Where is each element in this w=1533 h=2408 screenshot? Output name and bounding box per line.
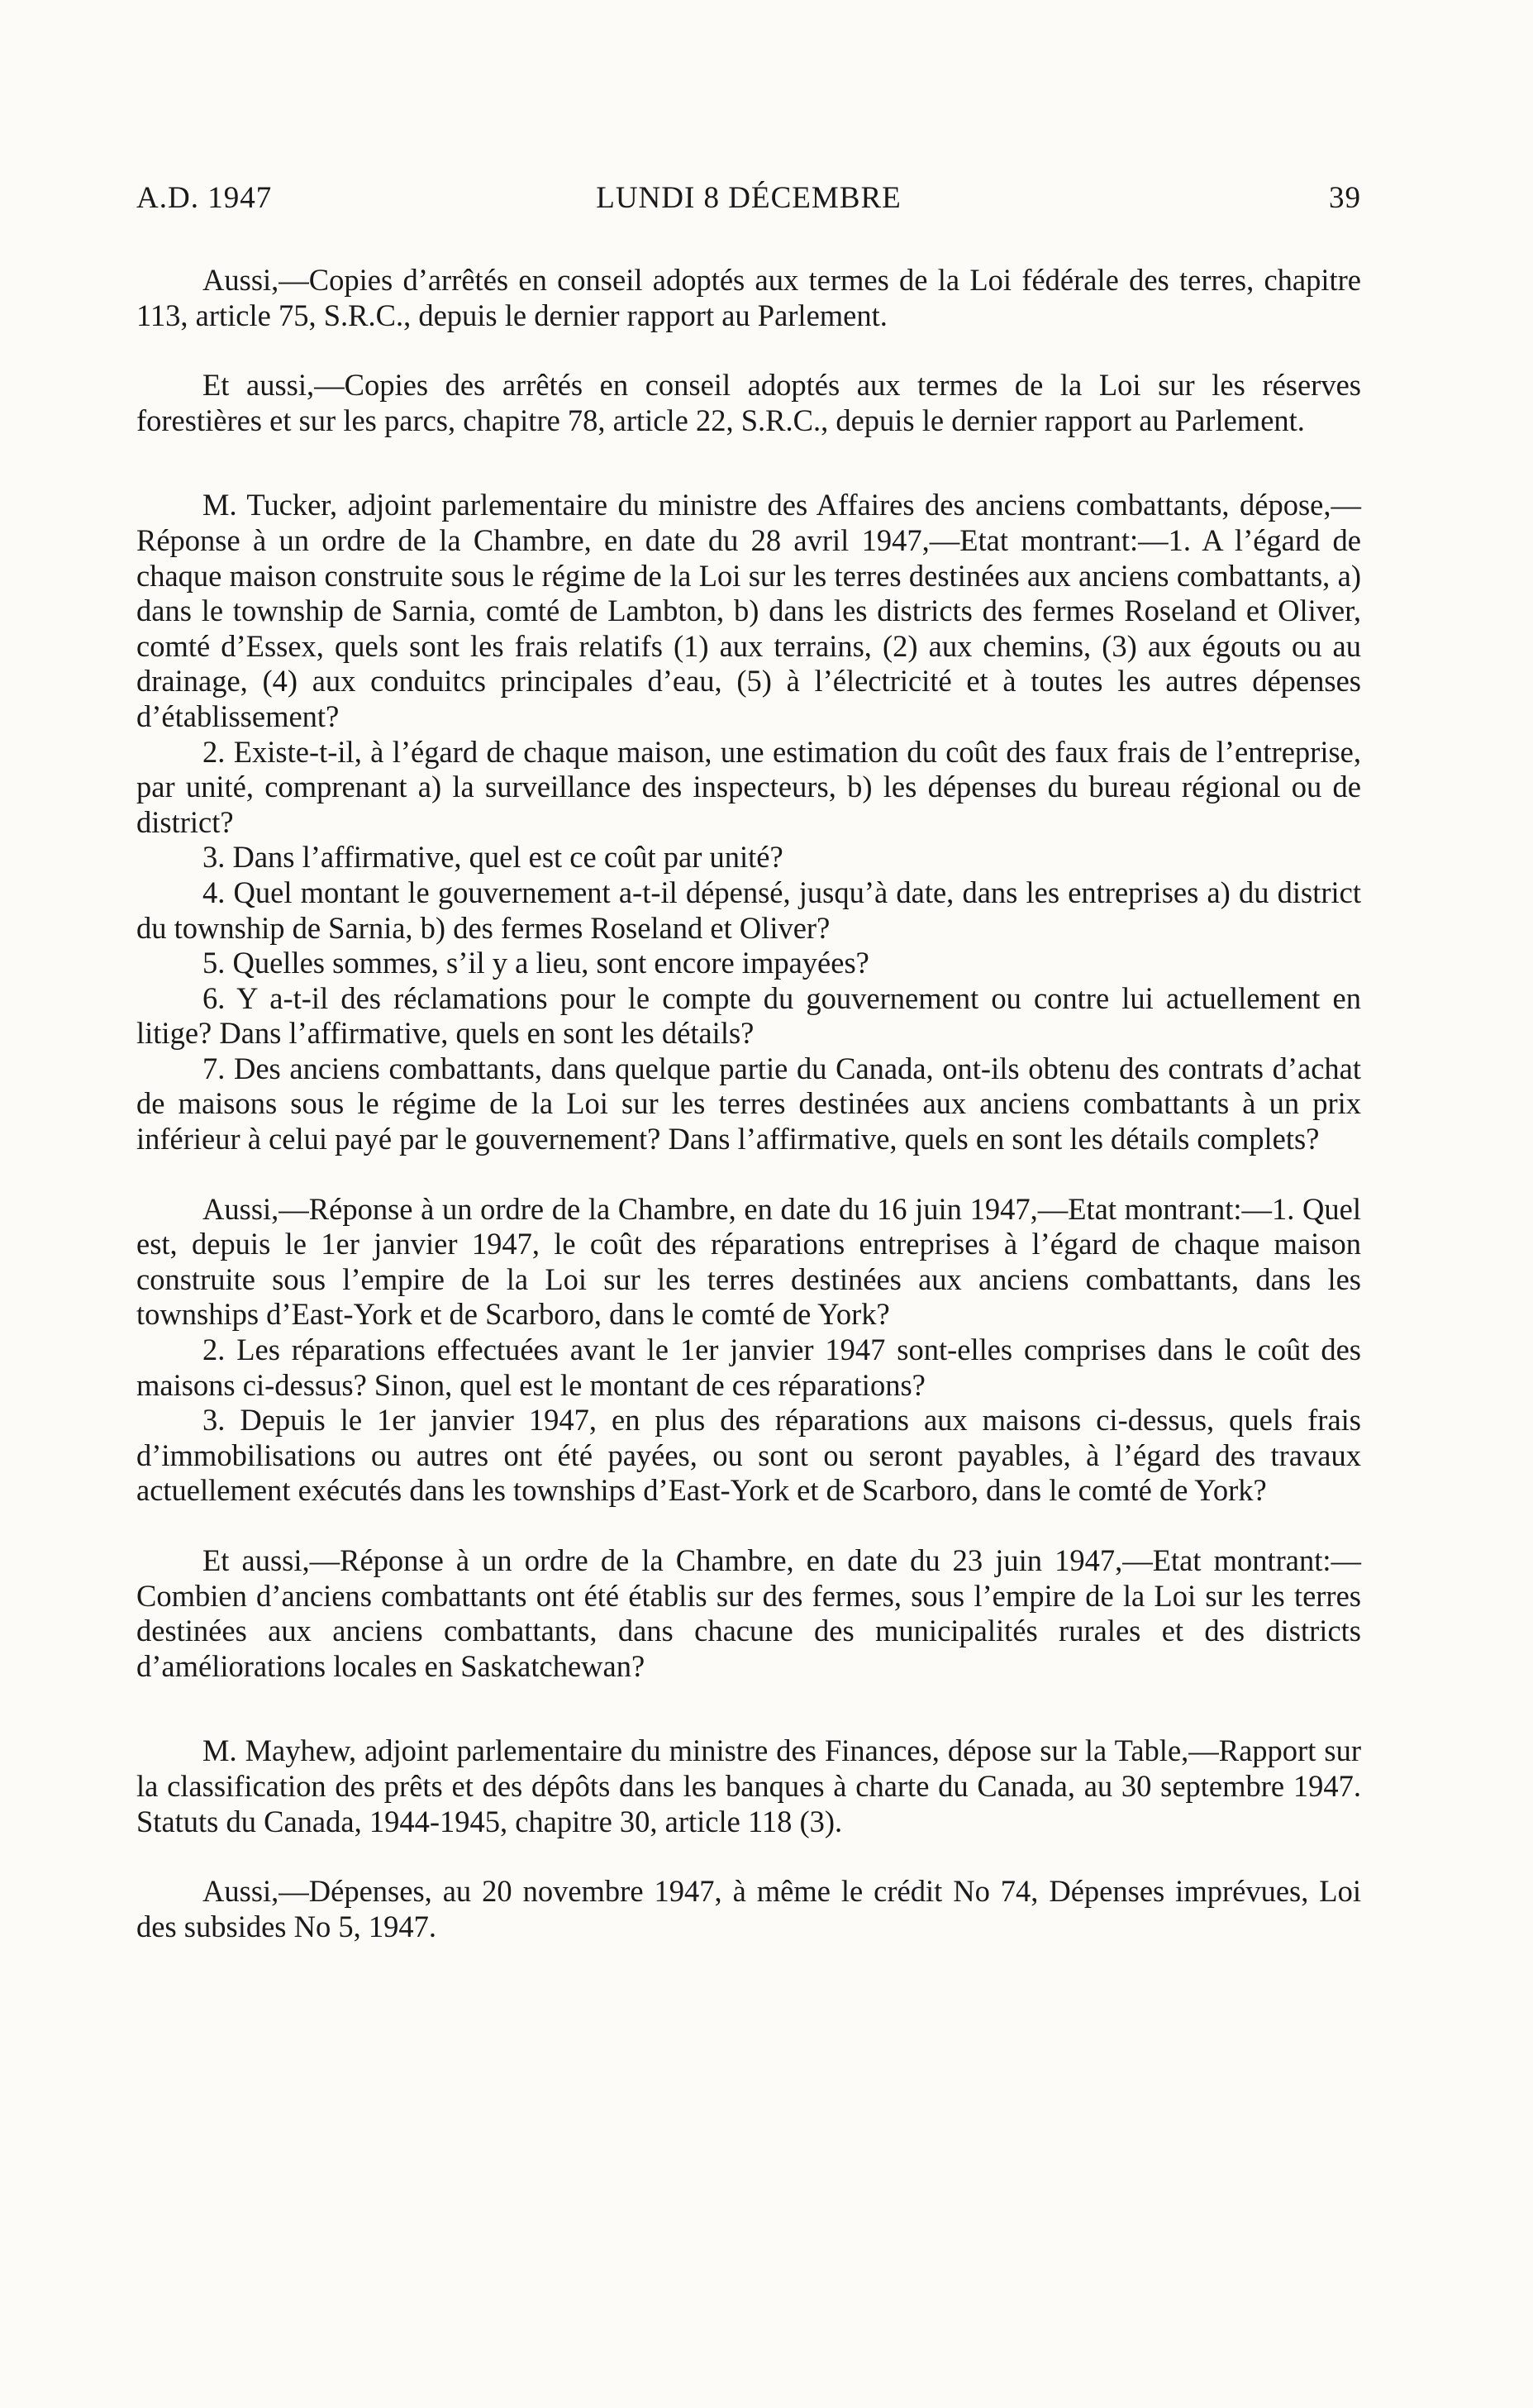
paragraph-forest-reserves-orders: Et aussi,—Copies des arrêtés en conseil adoptés aux termes de la Loi sur les réserves forestières et sur les parcs, chapitre 78, article 22, S.R.C., depuis le dernier rapport au Parlement.: [136, 368, 1361, 437]
paragraph-june-16-return: Aussi,—Réponse à un ordre de la Chambre, en date du 16 juin 1947,—Etat montrant:—1. Quel est, depuis le 1er janvier 1947, le coût des réparations entreprises à l’égard de chaque maison construite sous l’empire de la Loi sur les terres destinées aux anciens combattants, dans les townships d’East-York et de Scarboro, dans le comté de York?: [136, 1191, 1361, 1332]
question-4: 4. Quel montant le gouvernement a-t-il dépensé, jusqu’à date, dans les entreprises a) du district du township de Sarnia, b) des fermes Roseland et Oliver?: [136, 875, 1361, 945]
paragraph-expenditures: Aussi,—Dépenses, au 20 novembre 1947, à même le crédit No 74, Dépenses imprévues, Loi des subsides No 5, 1947.: [136, 1874, 1361, 1943]
question-6: 6. Y a-t-il des réclamations pour le compte du gouvernement ou contre lui actuellement en litige? Dans l’affirmative, quels en sont les détails?: [136, 980, 1361, 1051]
question-2: 2. Existe-t-il, à l’égard de chaque maison, une estimation du coût des faux frais de l’entreprise, par unité, comprenant a) la surveillance des inspecteurs, b) les dépenses du bureau régional ou de district?: [136, 734, 1361, 839]
paragraph-tucker-return: M. Tucker, adjoint parlementaire du ministre des Affaires des anciens combattants, dépose,—Réponse à un ordre de la Chambre, en date du 28 avril 1947,—Etat montrant:—1. A l’égard de chaque maison construite sous le régime de la Loi sur les terres destinées aux anciens combattants, a) dans le township de Sarnia, comté de Lambton, b) dans les districts des fermes Roseland et Oliver, comté d’Essex, quels sont les frais relatifs (1) aux terrains, (2) aux chemins, (3) aux égouts ou au drainage, (4) aux conduitcs principales d’eau, (5) à l’électricité et à toutes les autres dépenses d’établissement?: [136, 488, 1361, 733]
running-header: [136, 180, 1361, 226]
header-date: LUNDI 8 DÉCEMBRE: [596, 181, 902, 215]
header-year: A.D. 1947: [136, 181, 273, 215]
paragraph-june-23-return: Et aussi,—Réponse à un ordre de la Chambre, en date du 23 juin 1947,—Etat montrant:—Combien d’anciens combattants ont été établis sur des fermes, sous l’empire de la Loi sur les terres destinées aux anciens combattants, dans chacune des municipalités rurales et des districts d’améliorations locales en Saskatchewan?: [136, 1543, 1361, 1683]
document-body: [136, 263, 1361, 1944]
paragraph-land-act-orders: Aussi,—Copies d’arrêtés en conseil adoptés aux termes de la Loi fédérale des terres, chapitre 113, article 75, S.R.C., depuis le dernier rapport au Parlement.: [136, 263, 1361, 332]
page-number: 39: [1329, 181, 1361, 215]
question-repairs-3: 3. Depuis le 1er janvier 1947, en plus des réparations aux maisons ci-dessus, quels frais d’immobilisations ou autres ont été payées, ou sont ou seront payables, à l’égard des travaux actuellement exécutés dans les townships d’East-York et de Scarboro, dans le comté de York?: [136, 1403, 1361, 1508]
question-3: 3. Dans l’affirmative, quel est ce coût par unité?: [202, 840, 783, 875]
question-5: 5. Quelles sommes, s’il y a lieu, sont encore impayées?: [202, 946, 869, 980]
question-repairs-2: 2. Les réparations effectuées avant le 1er janvier 1947 sont-elles comprises dans le coût des maisons ci-dessus? Sinon, quel est le montant de ces réparations?: [136, 1333, 1361, 1402]
question-7: 7. Des anciens combattants, dans quelque partie du Canada, ont-ils obtenu des contrats d’achat de maisons sous le régime de la Loi sur les terres destinées aux anciens combattants à un prix inférieur à celui payé par le gouvernement? Dans l’affirmative, quels en sont les détails complets?: [136, 1051, 1361, 1156]
paragraph-mayhew-report: M. Mayhew, adjoint parlementaire du ministre des Finances, dépose sur la Table,—Rapport sur la classification des prêts et des dépôts dans les banques à charte du Canada, au 30 septembre 1947. Statuts du Canada, 1944-1945, chapitre 30, article 118 (3).: [136, 1733, 1361, 1838]
